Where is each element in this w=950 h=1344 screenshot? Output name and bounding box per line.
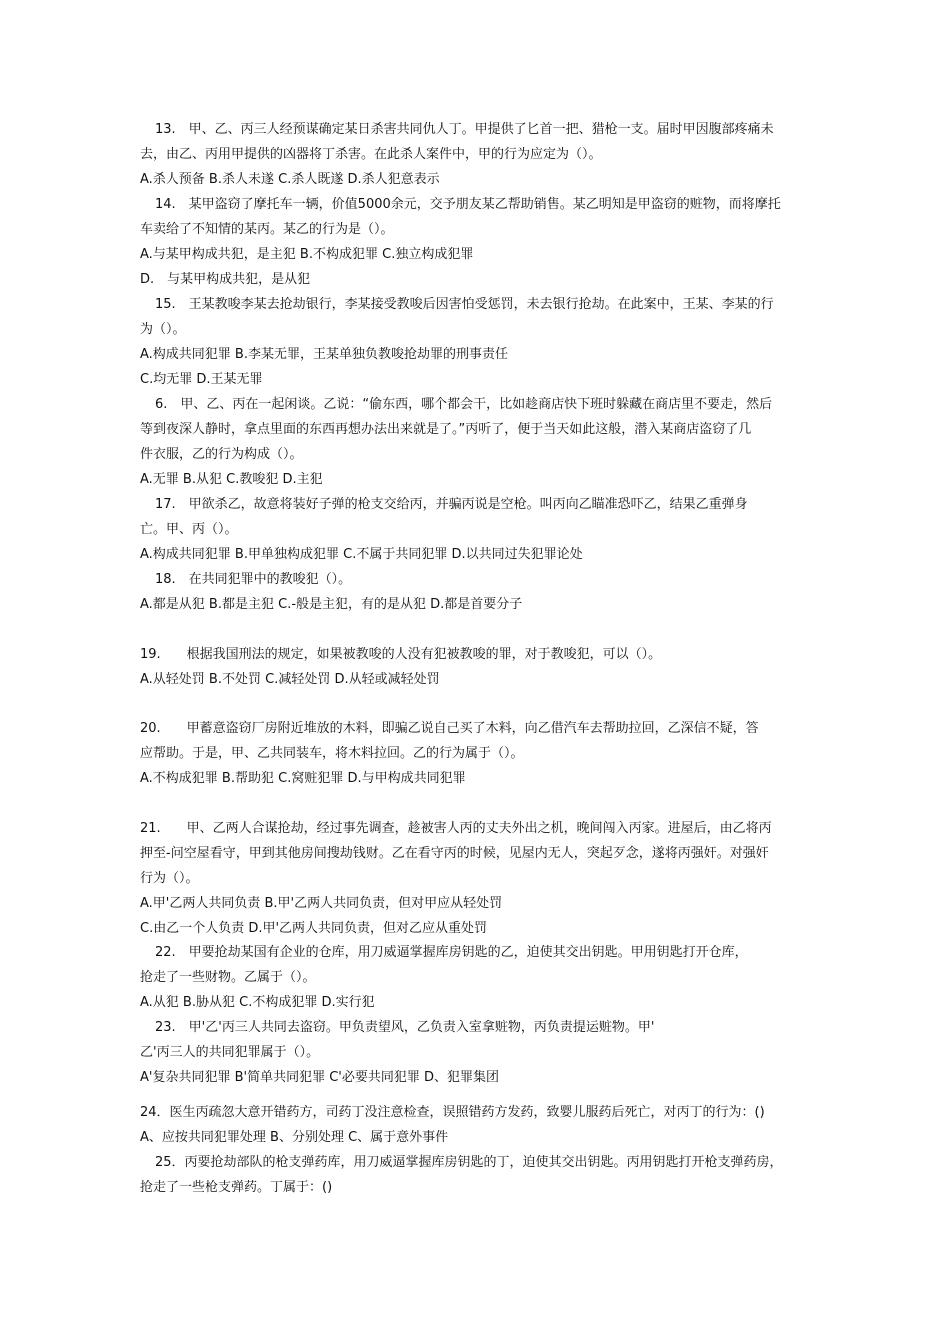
q25-line-1: 25．丙要抢劫部队的枪支弹药库，用刀威逼掌握库房钥匙的丁，迫使其交出钥匙。丙用钥匙打开枪支弹药房， <box>155 1155 783 1170</box>
q21-line-3: 行为（）。 <box>140 871 199 886</box>
q21-line-1: 21. 甲、乙两人合谋抢劫，经过事先调查，趁被害人丙的丈夫外出之机，晚间闯入丙家。进屋后，由乙将丙 <box>140 821 772 836</box>
q15-options-2: C.均无罪 D.王某无罪 <box>140 372 263 387</box>
q17-line-2: 亡。甲、丙（）。 <box>140 522 238 537</box>
q15-line-1: 15. 王某教唆李某去抢劫银行，李某接受教唆后因害怕受惩罚，未去银行抢劫。在此案中，王某、李某的行 <box>155 297 774 312</box>
q22-line-1: 22. 甲要抢劫某国有企业的仓库，用刀威逼掌握库房钥匙的乙，迫使其交出钥匙。甲用钥匙打开仓库， <box>155 945 748 960</box>
q15-options-1: A.构成共同犯罪 B.李某无罪，王某单独负教唆抢劫罪的刑事责任 <box>140 347 508 362</box>
q23-options: A'复杂共同犯罪 B'简单共同犯罪 C'必要共同犯罪 D、犯罪集团 <box>140 1070 500 1085</box>
q13-options: A.杀人预备 B.杀人未遂 C.杀人既遂 D.杀人犯意表示 <box>140 172 440 187</box>
q13-line-2: 去，由乙、丙用甲提供的凶器将丁杀害。在此杀人案件中，甲的行为应定为（）。 <box>140 147 602 162</box>
q25-line-2: 抢走了一些枪支弹药。丁属于：() <box>140 1180 333 1195</box>
q24-options: A、应按共同犯罪处理 B、分别处理 C、属于意外事件 <box>140 1130 449 1145</box>
q22-line-2: 抢走了一些财物。乙属于（）。 <box>140 970 316 985</box>
q6-line-2: 等到夜深人静时，拿点里面的东西再想办法出来就是了。”丙听了，便于当天如此这般，潜入某商店盗窃了几 <box>140 422 752 437</box>
q6-line-3: 件衣服，乙的行为构成（）。 <box>140 447 303 462</box>
q18-line-1: 18. 在共同犯罪中的教唆犯（）。 <box>155 572 352 587</box>
q14-line-1: 14. 某甲盗窃了摩托车一辆，价值5000余元，交予朋友某乙帮助销售。某乙明知是甲盗窃的赃物，而将摩托 <box>155 197 781 212</box>
q24-line-1: 24．医生丙疏忽大意开错药方，司药丁没注意检查，误照错药方发药，致婴儿服药后死亡，对丙丁的行为：() <box>140 1105 765 1120</box>
q13-line-1: 13. 甲、乙、丙三人经预谋确定某日杀害共同仇人丁。甲提供了匕首一把、猎枪一支。届时甲因腹部疼痛未 <box>155 122 774 137</box>
q14-options-2: D. 与某甲构成共犯，是从犯 <box>140 272 311 287</box>
q20-options: A.不构成犯罪 B.帮助犯 C.窝赃犯罪 D.与甲构成共同犯罪 <box>140 771 466 786</box>
q18-options: A.都是从犯 B.都是主犯 C.-般是主犯，有的是从犯 D.都是首要分子 <box>140 597 523 612</box>
q14-options-1: A.与某甲构成共犯，是主犯 B.不构成犯罪 C.独立构成犯罪 <box>140 247 474 262</box>
q17-options: A.构成共同犯罪 B.甲单独构成犯罪 C.不属于共同犯罪 D.以共同过失犯罪论处 <box>140 547 583 562</box>
q21-line-2: 押至-问空屋看守，甲到其他房间搜劫钱财。乙在看守丙的时候，见屋内无人，突起歹念，遂将丙强奸。对强奸 <box>140 846 769 861</box>
q19-line-1: 19. 根据我国刑法的规定，如果被教唆的人没有犯被教唆的罪，对于教唆犯，可以（）。 <box>140 647 662 662</box>
q14-line-2: 车卖给了不知情的某丙。某乙的行为是（）。 <box>140 222 394 237</box>
q19-options: A.从轻处罚 B.不处罚 C.减轻处罚 D.从轻或减轻处罚 <box>140 672 440 687</box>
q17-line-1: 17. 甲欲杀乙，故意将装好子弹的枪支交给丙，并骗丙说是空枪。叫丙向乙瞄准恐吓乙，结果乙重弹身 <box>155 497 748 512</box>
q21-options-2: C.由乙一个人负责 D.甲'乙两人共同负责，但对乙应从重处罚 <box>140 921 488 936</box>
q22-options: A.从犯 B.胁从犯 C.不构成犯罪 D.实行犯 <box>140 995 375 1010</box>
q6-options: A.无罪 B.从犯 C.教唆犯 D.主犯 <box>140 472 323 487</box>
q23-line-1: 23. 甲'乙'丙三人共同去盗窃。甲负责望风，乙负责入室拿赃物，丙负责提运赃物。甲' <box>155 1020 655 1035</box>
q20-line-1: 20. 甲蓄意盗窃厂房附近堆放的木料，即骗乙说自己买了木料，向乙借汽车去帮助拉回，乙深信不疑，答 <box>140 721 759 736</box>
q23-line-2: 乙'丙三人的共同犯罪属于（）。 <box>140 1045 320 1060</box>
q20-line-2: 应帮助。于是，甲、乙共同装车，将木料拉回。乙的行为属于（）。 <box>140 746 524 761</box>
q21-options-1: A.甲'乙两人共同负责 B.甲'乙两人共同负责，但对甲应从轻处罚 <box>140 896 503 911</box>
q6-line-1: 6. 甲、乙、丙在一起闲谈。乙说：“偷东西，哪个都会干，比如趁商店快下班时躲藏在商店里不要走，然后 <box>155 397 773 412</box>
q15-line-2: 为（）。 <box>140 322 186 337</box>
